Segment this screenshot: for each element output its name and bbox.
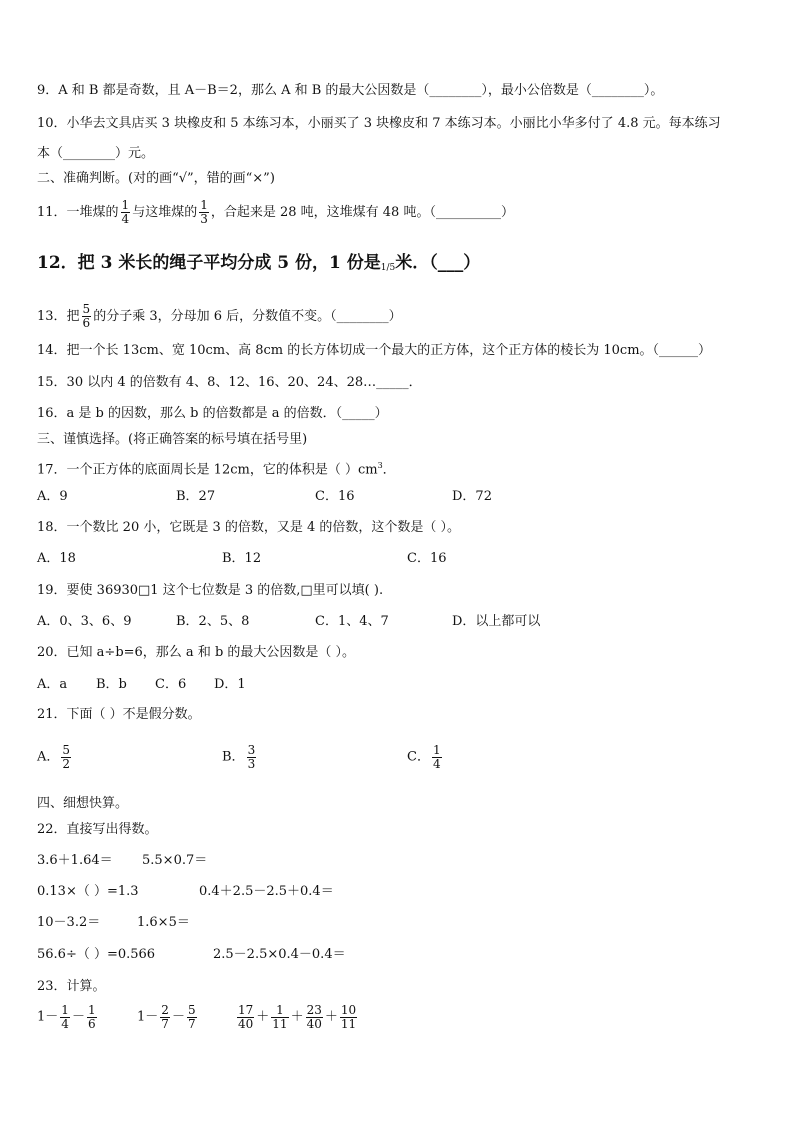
q12-fraction: 1/5: [380, 263, 396, 273]
option-a: A． $\frac{5}{2}$: [37, 743, 71, 771]
calc-item: 2.5－2.5×0.4－0.4＝: [213, 947, 346, 962]
question-16: 16．a 是 b 的因数，那么 b 的倍数都是 a 的倍数．（_____）: [37, 406, 388, 421]
question-23: 23．计算。: [37, 979, 106, 994]
fraction: $\frac{5}{7}$: [187, 1003, 196, 1031]
option-b: B．2、5、8: [176, 614, 250, 629]
calc-item: 5.5×0.7＝: [142, 853, 208, 868]
q11-text3: ，合起来是 28 吨，这堆煤有 48 吨。（__________）: [210, 205, 514, 220]
question-21: 21．下面（ ）不是假分数。: [37, 707, 201, 722]
expression-1: 1－ $\frac{1}{4}$ － $\frac{1}{6}$: [37, 1003, 96, 1031]
q11-text1: 11．一堆煤的: [37, 205, 119, 220]
option-b: B．b: [96, 677, 127, 692]
section-4-heading: 四、细想快算。: [37, 796, 129, 811]
fraction: $\frac{1}{4}$: [121, 198, 130, 226]
fraction: $\frac{3}{3}$: [247, 743, 256, 771]
option-c: C．1、4、7: [315, 614, 389, 629]
fraction: $\frac{23}{40}$: [306, 1003, 322, 1031]
question-23-expressions: [37, 1004, 637, 1044]
fraction: $\frac{1}{11}$: [272, 1003, 288, 1031]
question-17: 17．一个正方体的底面周长是 12cm，它的体积是（ ）$cm^3$．: [37, 461, 396, 478]
calc-item: 0.13×（ ）=1.3: [37, 884, 139, 899]
expression-3: $\frac{17}{40}$ ＋ $\frac{1}{11}$ ＋ $\frac{23}{40}$ ＋ $\frac{10}{11}$: [238, 1003, 357, 1031]
q11-text2: 与这堆煤的: [132, 205, 198, 220]
option-c: C．6: [155, 677, 187, 692]
fraction: $\frac{1}{6}$: [87, 1003, 96, 1031]
fraction: $\frac{1}{3}$: [200, 198, 208, 226]
fraction: $\frac{5}{6}$: [82, 302, 91, 330]
option-b: B．12: [222, 551, 262, 566]
calc-item: 1.6×5＝: [137, 915, 190, 930]
question-21-options: [37, 744, 757, 780]
question-10-line1: 10．小华去文具店买 3 块橡皮和 5 本练习本，小丽买了 3 块橡皮和 7 本练习本。小丽比小华多付了 4.8 元。每本练习: [37, 116, 721, 131]
option-c: C．16: [407, 551, 447, 566]
option-b: B．27: [176, 489, 216, 504]
fraction: $\frac{17}{40}$: [238, 1003, 254, 1031]
fraction: $\frac{1}{4}$: [61, 1003, 69, 1031]
question-22: 22．直接写出得数。: [37, 822, 158, 837]
calc-item: 56.6÷（ ）=0.566: [37, 947, 156, 962]
calc-item: 3.6＋1.64＝: [37, 853, 113, 868]
option-c: C．16: [315, 489, 355, 504]
fraction: $\frac{2}{7}$: [161, 1003, 169, 1031]
option-a: A．9: [37, 489, 68, 504]
option-d: D．1: [214, 677, 246, 692]
q13-text1: 13．把: [37, 309, 80, 324]
calc-item: 10－3.2＝: [37, 915, 101, 930]
option-a: A．18: [37, 551, 76, 566]
option-a: A．a: [37, 677, 68, 692]
question-15: 15．30 以内 4 的倍数有 4、8、12、16、20、24、28…_____．: [37, 375, 422, 390]
question-18: 18．一个数比 20 小，它既是 3 的倍数，又是 4 的倍数，这个数是（ ）。: [37, 520, 461, 535]
section-2-heading: 二、准确判断。(对的画“√”，错的画“×”): [37, 171, 275, 186]
fraction: $\frac{1}{4}$: [432, 743, 441, 771]
option-b: B． $\frac{3}{3}$: [222, 743, 256, 771]
section-3-heading: 三、谨慎选择。(将正确答案的标号填在括号里): [37, 432, 308, 447]
option-d: D．以上都可以: [452, 614, 541, 629]
question-11: [37, 199, 514, 226]
calc-item: 0.4＋2.5－2.5＋0.4＝: [199, 884, 334, 899]
question-10-line2: 本（________）元。: [37, 146, 155, 161]
q12-text2: 米．（___）: [395, 253, 481, 273]
question-13: [37, 303, 402, 330]
option-a: A．0、3、6、9: [37, 614, 132, 629]
fraction: $\frac{5}{2}$: [62, 743, 71, 771]
question-19: 19．要使 36930□1 这个七位数是 3 的倍数,□里可以填( ).: [37, 583, 384, 598]
option-c: C． $\frac{1}{4}$: [407, 743, 441, 771]
expression-2: 1－ $\frac{2}{7}$ － $\frac{5}{7}$: [137, 1003, 196, 1031]
option-d: D．72: [452, 489, 492, 504]
fraction: $\frac{10}{11}$: [340, 1003, 357, 1031]
question-14: 14．把一个长 13cm、宽 10cm、高 8cm 的长方体切成一个最大的正方体，这个正方体的棱长为 10cm。（______）: [37, 343, 712, 358]
question-12: [37, 252, 480, 277]
question-20: 20．已知 a÷b=6，那么 a 和 b 的最大公因数是（ ）。: [37, 645, 356, 660]
q12-text1: 12．把 3 米长的绳子平均分成 5 份，1 份是: [37, 253, 381, 273]
q13-text2: 的分子乘 3，分母加 6 后，分数值不变。（________）: [93, 309, 402, 324]
question-9: 9．A 和 B 都是奇数，且 A－B＝2，那么 A 和 B 的最大公因数是（________），最小公倍数是（________）。: [37, 83, 664, 98]
